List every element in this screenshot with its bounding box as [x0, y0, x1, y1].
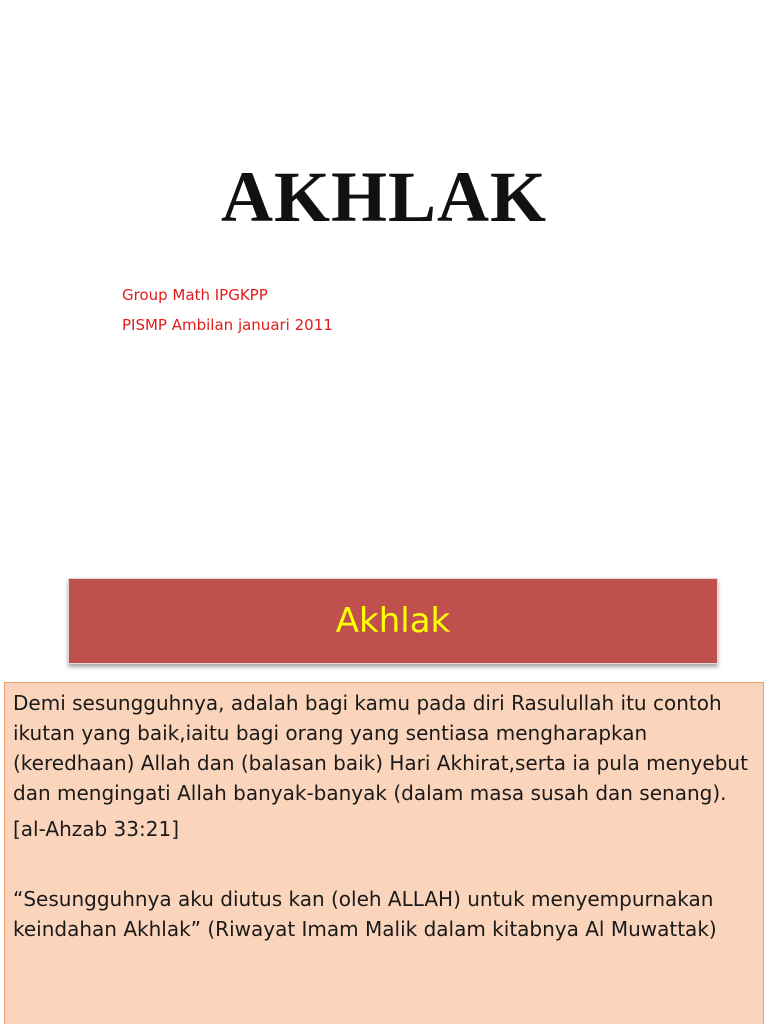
slide-header-title: Akhlak	[335, 601, 451, 641]
subtitle-line-cohort: PISMP Ambilan januari 2011	[122, 316, 333, 334]
verse-text: Demi sesungguhnya, adalah bagi kamu pada diri Rasulullah itu contoh ikutan yang baik,iaitu bagi orang yang sentiasa mengharapkan (keredhaan) Allah dan (balasan baik) Hari Akhirat,serta ia pula menyebut dan mengingati Allah banyak-banyak (dalam masa susah dan senang).	[13, 691, 748, 805]
slide-header-band	[68, 578, 718, 664]
content-slide	[0, 560, 768, 1024]
hadith-text: “Sesungguhnya aku diutus kan (oleh ALLAH) untuk menyempurnakan keindahan Akhlak” (Riwayat Imam Malik dalam kitabnya Al Muwattak)	[13, 887, 717, 941]
slide-title: AKHLAK	[220, 157, 548, 238]
verse-reference: [al-Ahzab 33:21]	[13, 817, 179, 841]
content-box	[4, 682, 764, 1024]
subtitle-block	[122, 280, 333, 340]
subtitle-line-group: Group Math IPGKPP	[122, 286, 268, 304]
